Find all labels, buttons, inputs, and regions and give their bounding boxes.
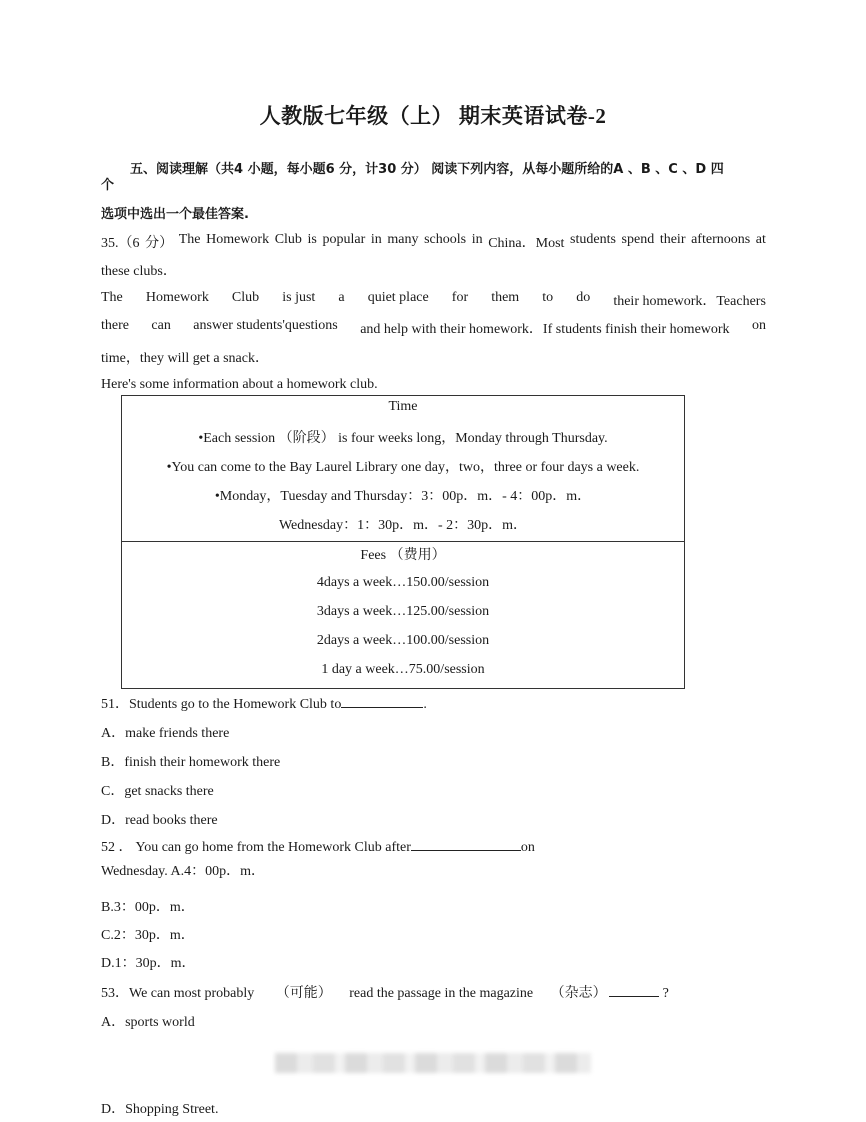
time-row-mon-tue-thu: •Monday，Tuesday and Thursday：3：00p．m．- 4：00p．m． [214, 489, 592, 504]
question-52-line2: Wednesday. A.4：00p．m． [101, 864, 266, 879]
time-row-session: •Each session （阶段） is four weeks long，Monday through Thursday. [198, 431, 608, 446]
question-52: 52 ． You can go home from the Homework Club after on [101, 840, 535, 855]
page-title: 人教版七年级（上） 期末英语试卷-2 [259, 104, 607, 128]
passage-line-1: 35.（6 分） The Homework Club is popular in many schools in China．Most students spend their afternoons at [101, 232, 766, 251]
homework-club-info-table [121, 395, 685, 689]
q52-option-c[interactable]: C.2：30p．m． [101, 928, 195, 943]
time-row-days: •You can come to the Bay Laurel Library one day，two，three or four days a week. [166, 460, 640, 475]
q51-option-a[interactable]: A．make friends there [101, 726, 230, 741]
passage-line-6: Here's some information about a homework club. [101, 377, 378, 392]
section-instruction: 五、阅读理解（共4 小题，每小题6 分，计30 分） 阅读下列内容，从每小题所给的A 、B 、C 、D 四 [130, 162, 724, 177]
section-instruction-line2: 选项中选出一个最佳答案. [101, 207, 249, 222]
q51-option-b[interactable]: B．finish their homework there [101, 755, 281, 770]
fee-row-2days: 2days a week…100.00/session [316, 633, 490, 648]
answer-blank[interactable] [341, 695, 423, 708]
time-header: Time [388, 399, 418, 414]
blurred-region [275, 1053, 591, 1073]
q51-option-c[interactable]: C．get snacks there [101, 784, 214, 799]
fee-row-1day: 1 day a week…75.00/session [321, 662, 485, 677]
question-53: 53．We can most probably （可能） read the passage in the magazine （杂志） ? [101, 986, 669, 1001]
question-51: 51．Students go to the Homework Club to . [101, 697, 427, 712]
table-divider [122, 541, 684, 542]
q51-option-d[interactable]: D．read books there [101, 813, 218, 828]
q52-option-b[interactable]: B.3：00p．m． [101, 900, 195, 915]
answer-blank[interactable] [609, 984, 659, 997]
section-instruction-wrap-char: 个 [101, 178, 115, 193]
fee-row-4days: 4days a week…150.00/session [316, 575, 490, 590]
passage-line-4: there can answer students'questions and help with their homework．If students finish their homework on [101, 318, 766, 337]
q53-option-d[interactable]: D．Shopping Street. [101, 1102, 219, 1117]
passage-line-5: time，they will get a snack． [101, 351, 269, 366]
passage-line-3: The Homework Club is just a quiet place for them to do their homework．Teachers [101, 290, 766, 309]
fees-header: Fees （费用） [360, 548, 446, 563]
fee-row-3days: 3days a week…125.00/session [316, 604, 490, 619]
q52-option-d[interactable]: D.1：30p．m． [101, 956, 196, 971]
answer-blank[interactable] [411, 838, 521, 851]
q53-option-a[interactable]: A．sports world [101, 1015, 195, 1030]
passage-line-2: these clubs． [101, 264, 177, 279]
time-row-wednesday: Wednesday：1：30p．m．- 2：30p．m． [278, 518, 528, 533]
